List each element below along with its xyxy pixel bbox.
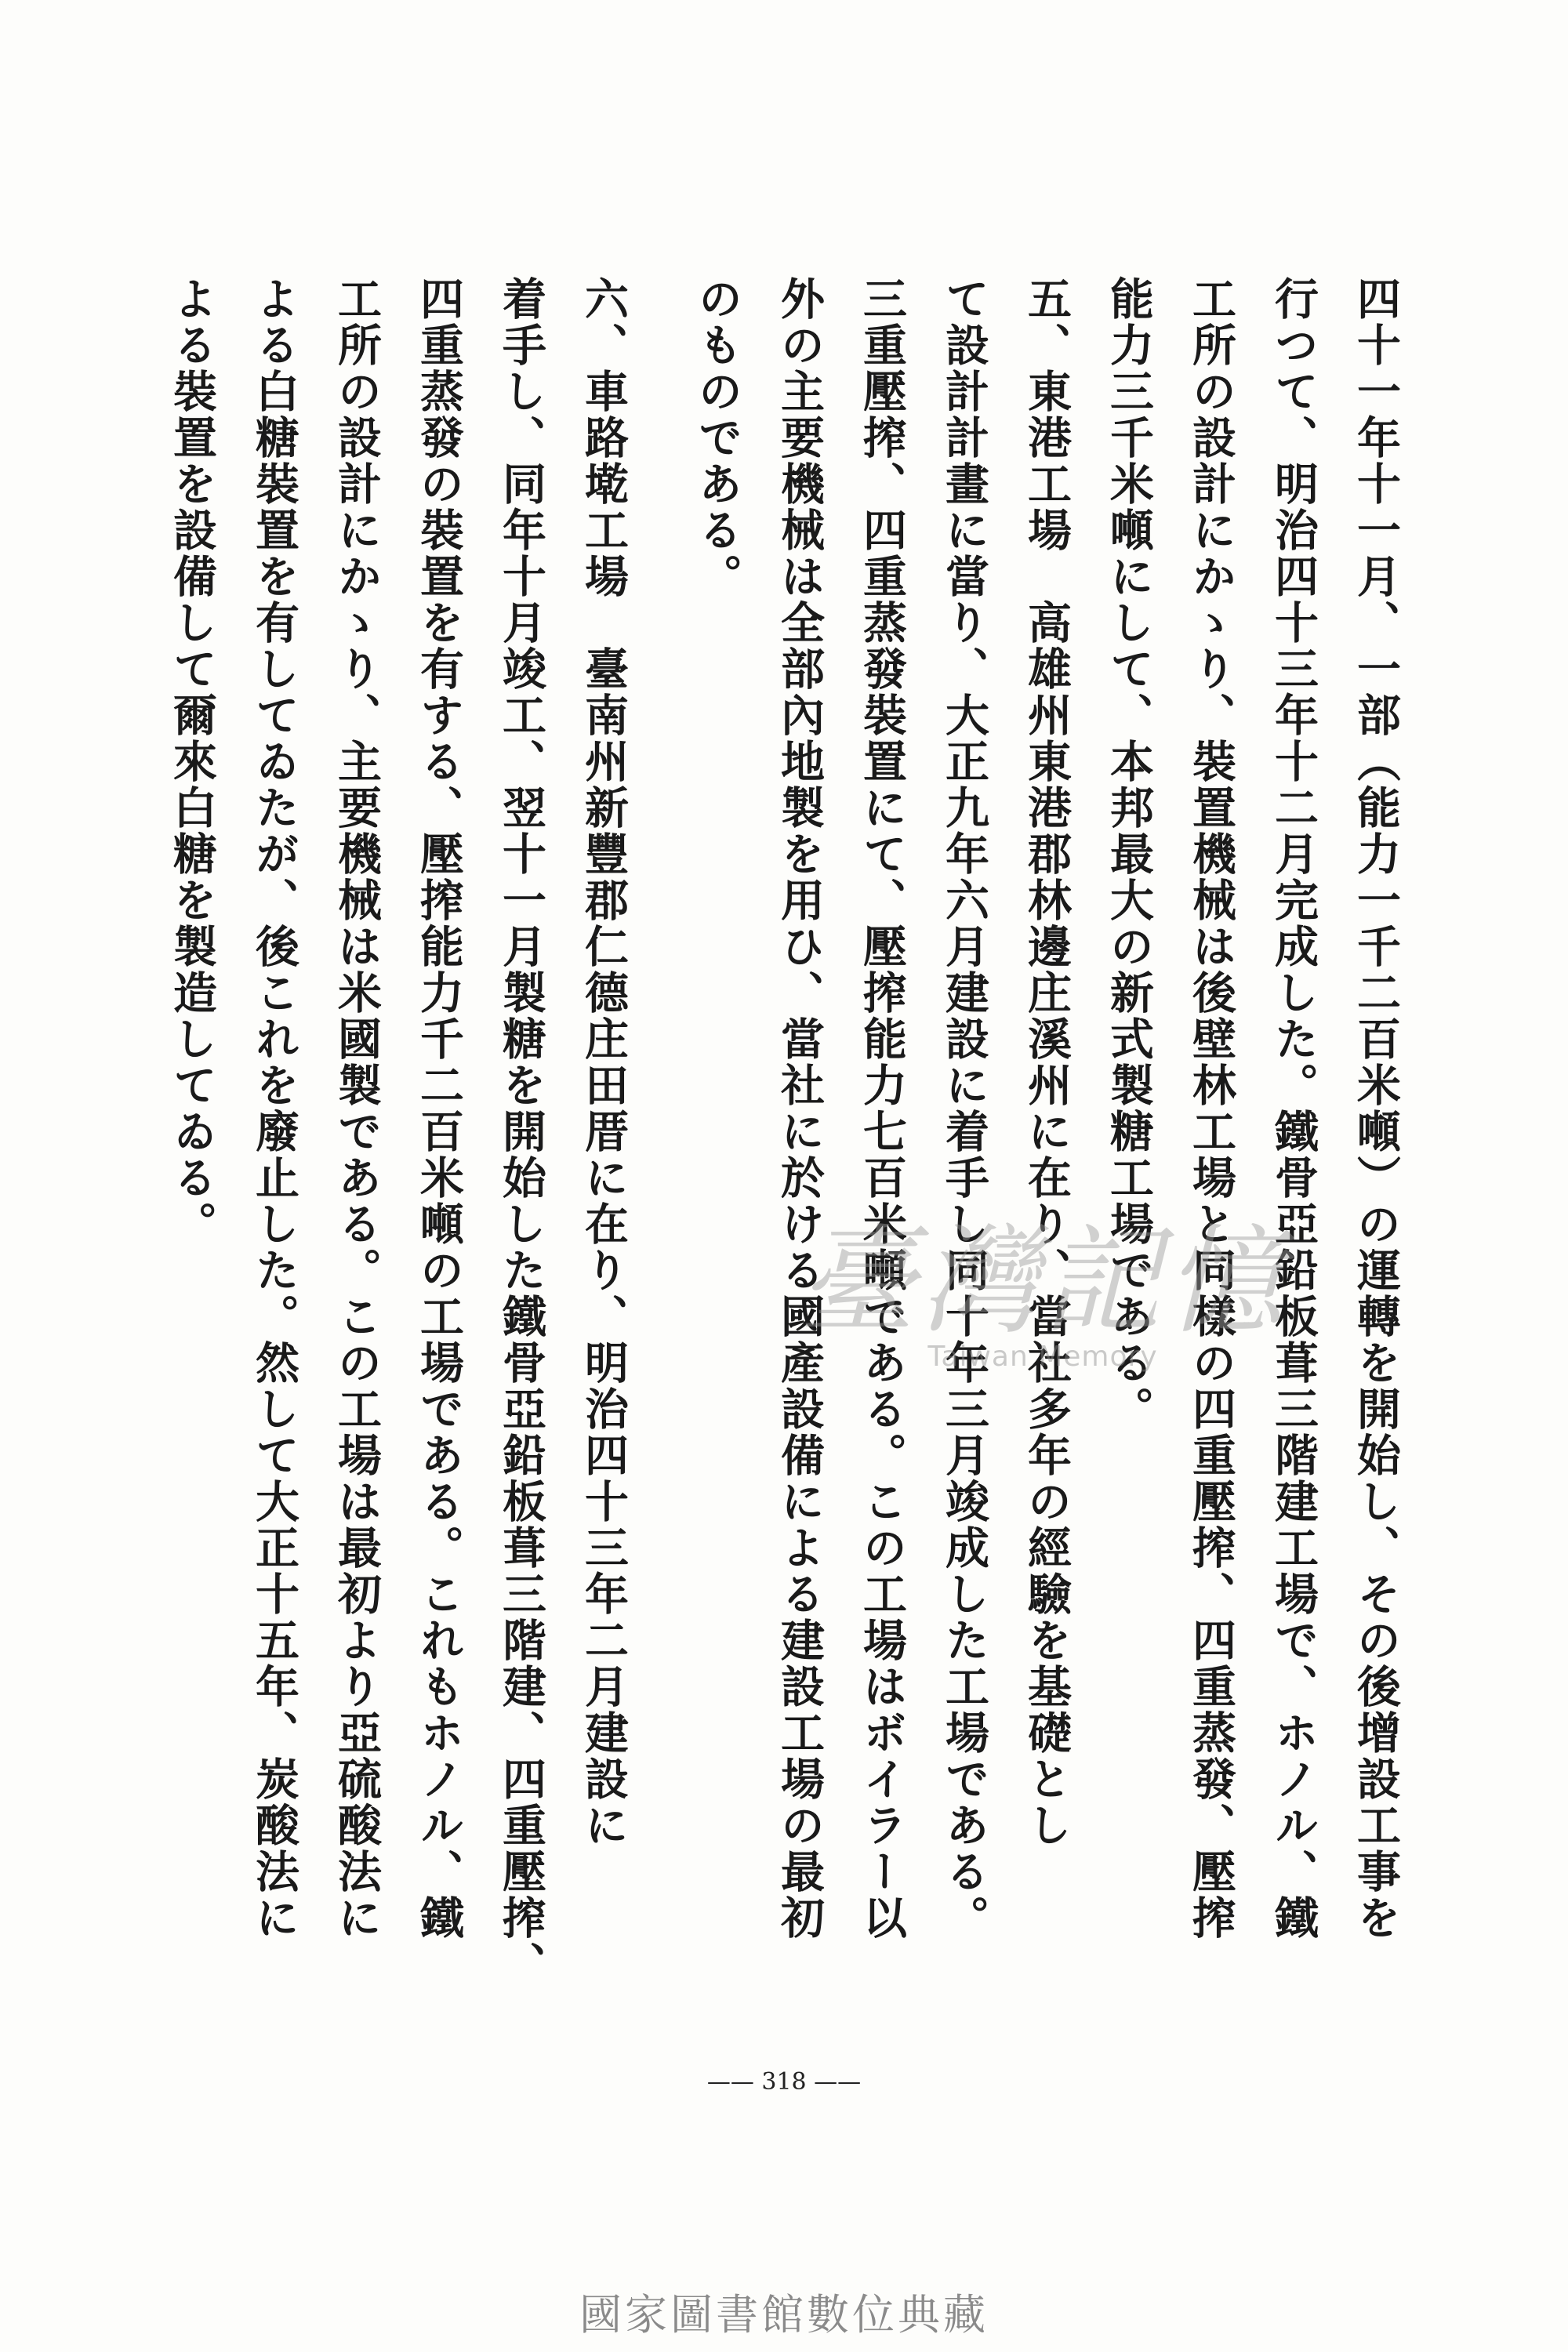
text-column-13: 工所の設計にかゝり、主要機械は米國製である。この工場は最初より亞硫酸法に	[331, 276, 383, 1941]
text-column-11: 着手し、同年十月竣工、翌十一月製糖を開始した鐵骨亞鉛板葺三階建、四重壓搾、	[495, 276, 547, 1987]
watermark-script: 臺灣記憶	[797, 1214, 1287, 1350]
text-column-10: 六、車路墘工場 臺南州新豐郡仁德庄田厝に在り、明治四十三年二月建設に	[578, 276, 630, 1849]
text-column-7: 三重壓搾、四重蒸發裝置にて、壓搾能力七百米噸である。この工場はボイラー以	[856, 276, 908, 1941]
text-column-5: 五、東港工場 高雄州東港郡林邊庄溪州に在り、當社多年の經驗を基礎とし	[1021, 276, 1073, 1849]
text-column-4: 能力三千米噸にして、本邦最大の新式製糖工場である。	[1103, 276, 1155, 1432]
text-column-15: よる裝置を設備して爾來白糖を製造してゐる。	[166, 276, 218, 1247]
watermark-caption: Taiwan Memory	[927, 1341, 1158, 1373]
text-column-6: て設計計畫に當り、大正九年六月建設に着手し同十年三月竣成した工場である。	[938, 276, 990, 1941]
page-number: —— 318 ——	[706, 2068, 862, 2096]
text-column-3: 工所の設計にかゝり、裝置機械は後壁林工場と同樣の四重壓搾、四重蒸發、壓搾	[1185, 276, 1237, 1941]
text-column-2: 行つて、明治四十三年十二月完成した。鐵骨亞鉛板葺三階建工場で、ホノル、鐵	[1268, 276, 1319, 1941]
text-column-14: よる白糖裝置を有してゐたが、後これを廢止した。然して大正十五年、炭酸法に	[249, 276, 300, 1941]
text-column-12: 四重蒸發の裝置を有する、壓搾能力千二百米噸の工場である。これもホノル、鐵	[413, 276, 465, 1941]
footer-label: 國家圖書館數位典藏	[579, 2290, 989, 2339]
text-column-8: 外の主要機械は全部內地製を用ひ、當社に於ける國產設備による建設工場の最初	[774, 276, 826, 1941]
text-column-9: のものである。	[691, 276, 743, 600]
text-column-1: 四十一年十一月、一部（能力一千二百米噸）の運轉を開始し、その後增設工事を	[1350, 276, 1402, 1941]
